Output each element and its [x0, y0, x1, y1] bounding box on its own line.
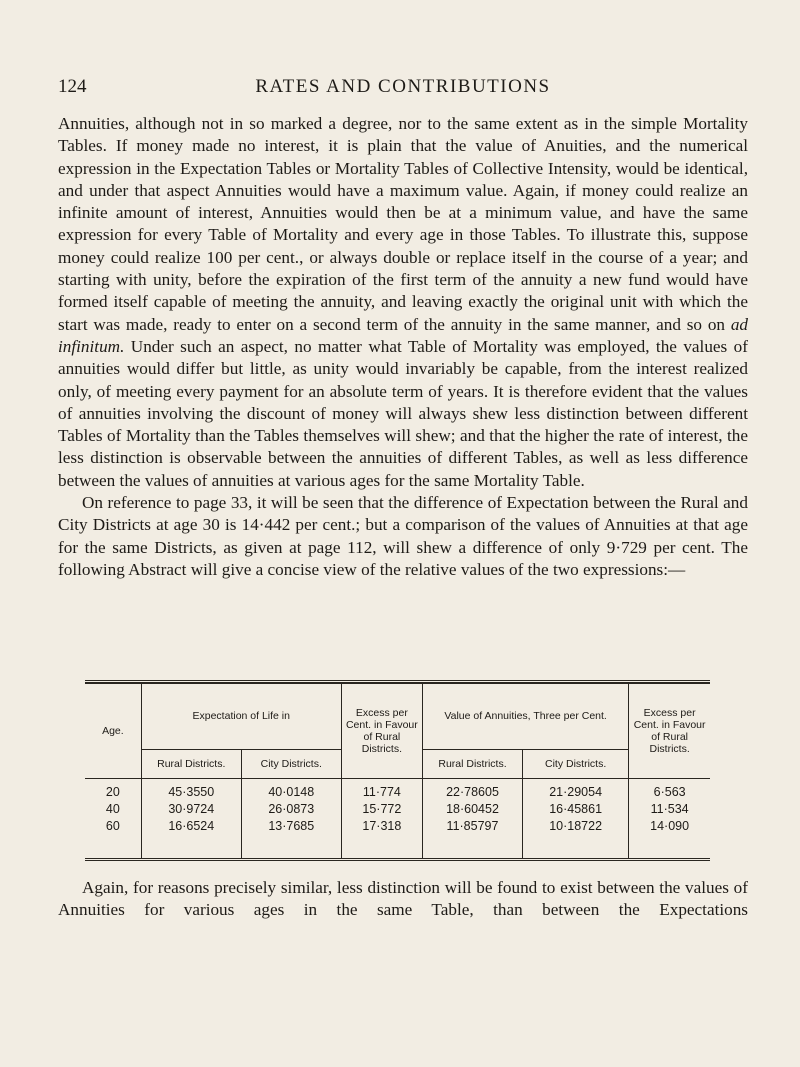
body-text-lower: [58, 877, 748, 922]
ann-city-cells: 21·29054 16·45861 10·18722: [523, 779, 629, 858]
page-number: 124: [58, 76, 87, 97]
col-ann-city-header: City Districts.: [523, 749, 629, 779]
col-annuities-header: Value of Annuities, Three per Cent.: [423, 684, 629, 750]
col-exp-city-header: City Districts.: [241, 749, 341, 779]
paragraph-3: Again, for reasons precisely similar, less distinction will be found to exist between the values of Annuities for various ages in the same Table, than between the Expectations: [58, 878, 748, 920]
age-cells: 20 40 60: [85, 779, 141, 858]
paragraph-1: Annuities, although not in so marked a degree, nor to the same extent as in the simple Mortality Tables. If money made no interest, it is plain that the value of Anuities, and the numerical expression in the Expectation Tables or Mortality Tables of Collective Intensity, would be identical, and under that aspect Annuities would have a maximum value. Again, if money could realize an infinite amount of interest, Annuities would then be at a minimum value, and have the same expression for every Table of Mortality and every age in those Tables. To illustrate this, suppose money could realize 100 per cent., or always double or replace itself in the course of a year; and starting with unity, before the expiration of the first term of the annuity a new fund would have formed itself capable of meeting the annuity, and leaving exactly the original unit with which the start was made, ready to enter on a second term of the annuity in the same manner, and so on ad infinitum. Under such an aspect, no matter what Table of Mortality was employed, the values of annuities would differ but little, as unity would invariably be capable, from the interest realized only, of meeting every payment for an absolute term of years. It is therefore evident that the values of annuities involving the discount of money will always shew less distinction between different Tables of Mortality than the Tables themselves will shew; and that the higher the rate of interest, the less distinction is observable between the annuities of different Tables, as well as less difference between the values of annuities at various ages for the same Mortality Table.: [58, 114, 749, 490]
col-exp-rural-header: Rural Districts.: [141, 749, 241, 779]
col-excess-expectation-header: Excess per Cent. in Favour of Rural Districts.: [341, 684, 422, 779]
col-age-header: Age.: [85, 684, 141, 779]
page-header: [58, 76, 748, 100]
excess-expectation-cells: 11·774 15·772 17·318: [341, 779, 422, 858]
italic-latin-phrase: ad infinitum.: [58, 314, 749, 356]
col-ann-rural-header: Rural Districts.: [423, 749, 523, 779]
exp-rural-cells: 45·3550 30·9724 16·6524: [141, 779, 241, 858]
col-excess-annuities-header: Excess per Cent. in Favour of Rural Districts.: [629, 684, 710, 779]
exp-city-cells: 40·0148 26·0873 13·7685: [241, 779, 341, 858]
abstract-table: [85, 680, 710, 861]
body-text-upper: [58, 113, 748, 581]
ann-rural-cells: 22·78605 18·60452 11·85797: [423, 779, 523, 858]
running-title: RATES AND CONTRIBUTIONS: [255, 76, 551, 97]
paragraph-2: On reference to page 33, it will be seen that the difference of Expectation between the Rural and City Districts at age 30 is 14·442 per cent.; but a comparison of the values of Annuities at that age for the same Districts, as given at page 112, will shew a difference of only 9·729 per cent. The following Abstract will give a concise view of the relative values of the two expressions:—: [58, 493, 748, 579]
excess-annuities-cells: 6·563 11·534 14·090: [629, 779, 710, 858]
col-expectation-header: Expectation of Life in: [141, 684, 341, 750]
